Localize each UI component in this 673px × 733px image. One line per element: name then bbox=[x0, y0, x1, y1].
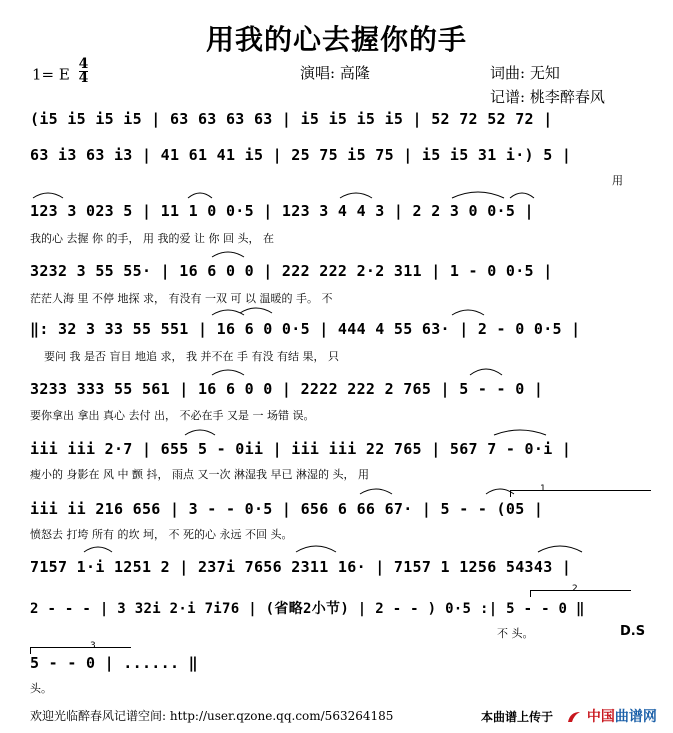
time-sig-top: 4 bbox=[78, 56, 89, 72]
notation-row: 3232 3 55 55· | 16 6 0 0 | 222 222 2·2 311 | 1 - 0 0·5 | bbox=[30, 262, 553, 280]
volta-number: 1 bbox=[540, 484, 546, 494]
transcriber-credit: 记谱: 桃李醉春风 bbox=[490, 88, 605, 106]
notation-row: 5 - - 0 | ...... ‖ bbox=[30, 654, 198, 672]
notation-row: iii ii 216 656 | 3 - - 0·5 | 656 6 66 67· | 5 - - (05 | bbox=[30, 500, 544, 518]
lyric-row: 愤怒去 打垮 所有 的坎 坷， 不 死的心 永远 不回 头。 bbox=[30, 528, 293, 541]
lyric-row: 我的心 去握 你 的手， 用 我的爱 让 你 回 头， 在 bbox=[30, 232, 274, 245]
singer-credit: 演唱: 高隆 bbox=[300, 64, 370, 82]
notation-row: 123 3 023 5 | 11 1 0 0·5 | 123 3 4 4 3 | 2 2 3 0 0·5 | bbox=[30, 202, 534, 220]
lyric-row: 要你拿出 拿出 真心 去付 出， 不必在手 又是 一 场错 误。 bbox=[30, 409, 315, 422]
score-title: 用我的心去握你的手 bbox=[205, 23, 467, 56]
volta-number: 3 bbox=[90, 641, 96, 651]
lyric-row: 不 头。 bbox=[497, 627, 534, 640]
lyric-row: 茫茫人海 里 不停 地探 求， 有没有 一双 可 以 温暖的 手。 不 bbox=[30, 292, 333, 305]
notation-row: 7157 1·i 1251 2 | 237i 7656 2311 16· | 7157 1 1256 54343 | bbox=[30, 558, 572, 576]
ds-mark: D.S bbox=[620, 624, 646, 639]
logo-mark-icon bbox=[566, 710, 582, 724]
logo-text-blue: 曲谱网 bbox=[614, 709, 657, 725]
composer-credit: 词曲: 无知 bbox=[490, 64, 560, 82]
key-label: 1= E bbox=[32, 65, 70, 84]
lyric-row: 用 bbox=[612, 174, 623, 187]
footer-credit: 欢迎光临醉春风记谱空间: http://user.qzone.qq.com/563264185 bbox=[30, 709, 394, 723]
lyric-row: 头。 bbox=[30, 682, 52, 695]
notation-row: 2 - - - | 3 32i 2·i 7i76 | (省略2小节) | 2 - - ) 0·5 :| 5 - - 0 ‖ bbox=[30, 601, 585, 617]
notation-row: 63 i3 63 i3 | 41 61 41 i5 | 25 75 i5 75 | i5 i5 31 i·) 5 | bbox=[30, 146, 572, 164]
notation-row: ‖: 32 3 33 55 551 | 16 6 0 0·5 | 444 4 55 63· | 2 - 0 0·5 | bbox=[30, 320, 581, 338]
time-sig-bottom: 4 bbox=[78, 70, 89, 86]
notation-row: (i5 i5 i5 i5 | 63 63 63 63 | i5 i5 i5 i5 | 52 72 52 72 | bbox=[30, 110, 553, 128]
volta-number: 2 bbox=[572, 584, 578, 594]
notation-row: 3233 333 55 561 | 16 6 0 0 | 2222 222 2 765 | 5 - - 0 | bbox=[30, 380, 544, 398]
site-logo[interactable] bbox=[566, 706, 657, 726]
upload-note: 本曲谱上传于 bbox=[481, 710, 554, 724]
notation-row: iii iii 2·7 | 655 5 - 0ii | iii iii 22 765 | 567 7 - 0·i | bbox=[30, 440, 572, 458]
logo-text-red: 中国 bbox=[586, 709, 615, 725]
lyric-row: 要问 我 是否 盲目 地追 求， 我 并不在 手 有没 有结 果， 只 bbox=[44, 350, 339, 363]
lyric-row: 瘦小的 身影在 风 中 颤 抖， 雨点 又一次 淋湿我 早已 淋湿的 头， 用 bbox=[30, 468, 369, 481]
